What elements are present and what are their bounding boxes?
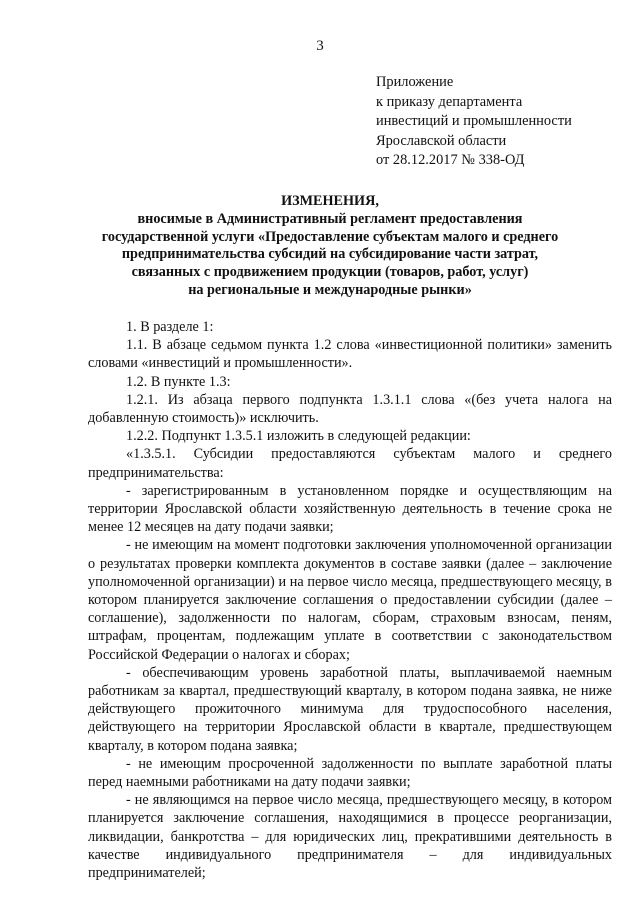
body-paragraph: 1.2.2. Подпункт 1.3.5.1 изложить в следующей редакции: (126, 428, 471, 445)
heading-line: связанных с продвижением продукции (товаров, работ, услуг) (131, 264, 529, 281)
body-paragraph: - зарегистрированным в установленном порядке и осуществляющим на территории Ярославской области хозяйственную деятельность в течение срока не менее 12 месяцев на дату подачи заявки; (88, 482, 612, 536)
appendix-block (376, 73, 626, 171)
body-paragraph: - обеспечивающим уровень заработной платы, выплачиваемой наемным работникам за квартал, предшествующий кварталу, в котором подана заявка, не ниже действующего прожиточного минимума для трудоспособного населения, действующего на территории Ярославской области в квартале, предшествующем кварталу, в котором подана заявка; (88, 664, 612, 754)
page-number: 3 (316, 38, 324, 54)
appendix-line: Приложение (376, 74, 454, 90)
body-paragraph: 1.2. В пункте 1.3: (126, 373, 231, 390)
heading-title: ИЗМЕНЕНИЯ, (281, 193, 379, 209)
document-heading (88, 193, 572, 300)
appendix-line: инвестиций и промышленности (376, 113, 572, 130)
heading-line: вносимые в Административный регламент предоставления (137, 210, 523, 227)
body-paragraph: - не имеющим на момент подготовки заключения уполномоченной организации о результатах проверки комплекта документов в составе заявки (далее – заключение уполномоченной организации) и на первое число месяца, предшествующего месяцу, в котором планируется заключение соглашения о предоставлении субсидии (далее – соглашение), задолженности по налогам, сборам, страховым взносам, пеням, штрафам, процентам, подлежащим уплате в соответствии с законодательством Российской Федерации о налогах и сборах; (88, 537, 612, 663)
appendix-line: Ярославской области (376, 132, 507, 149)
body-paragraph: - не являющимся на первое число месяца, предшествующего месяцу, в котором планируется заключение соглашения, находящимися в процессе реорганизации, ликвидации, банкротства – для юридических лиц, прекратившими деятельность в качестве индивидуального предпринимателя – для индивидуальных предпринимателей; (88, 792, 612, 882)
body-paragraph: 1.1. В абзаце седьмом пункта 1.2 слова «инвестиционной политики» заменить словами «инвестиций и промышленности». (88, 337, 612, 372)
body-paragraph: «1.3.5.1. Субсидии предоставляются субъектам малого и среднего предпринимательства: (88, 446, 612, 481)
body-paragraph: 1. В разделе 1: (126, 319, 214, 335)
heading-line: на региональные и международные рынки» (188, 281, 472, 298)
appendix-line: от 28.12.2017 № 338-ОД (376, 152, 525, 169)
heading-line: государственной услуги «Предоставление субъектам малого и среднего (101, 228, 559, 245)
appendix-line: к приказу департамента (376, 93, 523, 110)
document-body (88, 318, 612, 882)
heading-line: предпринимательства субсидий на субсидирование части затрат, (121, 246, 539, 263)
body-paragraph: 1.2.1. Из абзаца первого подпункта 1.3.1.1 слова «(без учета налога на добавленную стоимость)» исключить. (88, 391, 612, 427)
body-paragraph: - не имеющим просроченной задолженности по выплате заработной платы перед наемными работниками на дату подачи заявки; (88, 755, 612, 791)
